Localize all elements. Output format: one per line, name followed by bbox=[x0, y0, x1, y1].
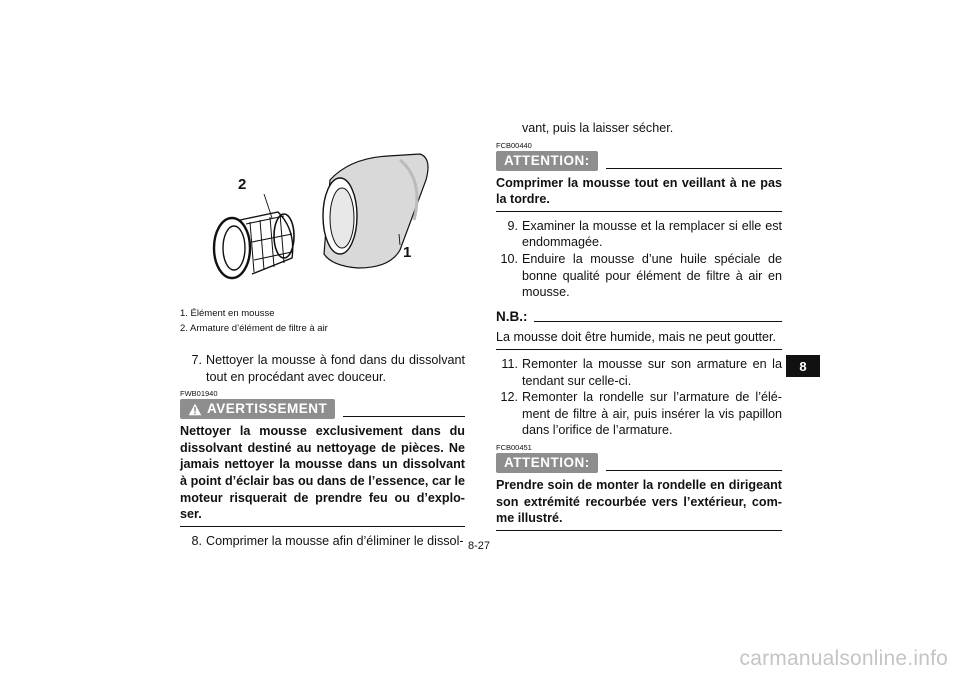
step-number: 9. bbox=[507, 218, 518, 233]
attention-header bbox=[496, 151, 782, 171]
warning-title: AVERTISSEMENT bbox=[207, 401, 328, 417]
left-column bbox=[180, 352, 465, 549]
attention-badge: ATTENTION: bbox=[496, 151, 598, 171]
filter-frame-drawing bbox=[214, 212, 294, 278]
warning-text: Nettoyer la mousse exclusivement dans du dissolvant destiné au nettoyage de pièces. Ne jamais nettoyer la mousse dans un dissolvant à point d’éclair bas ou dans de l’essence, car le moteur risquerait de prendre feu ou d’explo-ser. bbox=[180, 424, 465, 522]
callout-1: 1 bbox=[403, 244, 412, 261]
note-text: La mousse doit être humide, mais ne peut goutter. bbox=[496, 330, 777, 345]
note-bottom-rule bbox=[496, 349, 782, 350]
header-rule bbox=[606, 168, 782, 169]
note-header bbox=[496, 309, 782, 326]
header-rule bbox=[606, 470, 782, 471]
step-text: Remonter la rondelle sur l’armature de l’élé-ment de filtre à air, puis insérer la vis papillon dans l’orifice de l’armature. bbox=[522, 390, 782, 438]
step-9 bbox=[496, 218, 782, 251]
step-8 bbox=[180, 533, 465, 550]
attention-text: Comprimer la mousse tout en veillant à ne pas la tordre. bbox=[496, 175, 782, 207]
step-8-continued bbox=[496, 120, 782, 137]
step-number: 10. bbox=[500, 251, 518, 266]
figure-caption bbox=[180, 306, 328, 336]
attention-badge: ATTENTION: bbox=[496, 453, 598, 473]
step-12 bbox=[496, 389, 782, 439]
step-number: 8. bbox=[191, 533, 202, 548]
watermark: carmanualsonline.info bbox=[739, 647, 948, 670]
attention-code: FCB00451 bbox=[496, 442, 532, 452]
attention-code: FCB00440 bbox=[496, 140, 532, 150]
air-filter-illustration bbox=[200, 150, 440, 300]
warning-badge bbox=[180, 399, 335, 419]
step-number: 11. bbox=[501, 356, 518, 371]
warning-bottom-rule bbox=[180, 526, 465, 527]
caption-item: 2. Armature d’élément de filtre à air bbox=[180, 323, 328, 334]
step-text: Examiner la mousse et la remplacer si elle est endommagée. bbox=[522, 218, 782, 250]
step-7 bbox=[180, 352, 465, 385]
attention-header bbox=[496, 453, 782, 473]
step-text: vant, puis la laisser sécher. bbox=[522, 121, 674, 135]
step-text: Comprimer la mousse afin d’éliminer le dissol- bbox=[206, 533, 464, 548]
step-text: Nettoyer la mousse à fond dans du dissolvant tout en procédant avec douceur. bbox=[206, 353, 465, 384]
foam-element-drawing bbox=[323, 154, 428, 268]
note-rule bbox=[534, 321, 783, 322]
step-10 bbox=[496, 251, 782, 301]
filter-drawing bbox=[200, 150, 440, 300]
warning-triangle-icon bbox=[188, 403, 202, 416]
header-rule bbox=[343, 416, 465, 417]
step-number: 7. bbox=[191, 353, 202, 367]
warning-header bbox=[180, 399, 465, 419]
callout-2: 2 bbox=[238, 176, 247, 193]
step-text: Remonter la mousse sur son armature en la tendant sur celle-ci. bbox=[522, 356, 782, 388]
attention-text: Prendre soin de monter la rondelle en dirigeant son extrémité recourbée vers l’extérieur, com-me illustré. bbox=[496, 477, 782, 526]
step-11 bbox=[496, 356, 782, 389]
chapter-tab: 8 bbox=[786, 355, 820, 377]
attention-bottom-rule bbox=[496, 530, 782, 531]
note-label: N.B.: bbox=[496, 308, 528, 324]
page-number: 8-27 bbox=[468, 540, 491, 552]
step-text: Enduire la mousse d’une huile spéciale de bonne qualité pour élément de filtre à air en mousse. bbox=[522, 251, 782, 300]
warning-code: FWB01940 bbox=[180, 389, 218, 399]
step-number: 12. bbox=[500, 390, 518, 405]
right-column bbox=[496, 120, 782, 537]
caption-item: 1. Élément en mousse bbox=[180, 308, 275, 319]
attention-bottom-rule bbox=[496, 211, 782, 212]
